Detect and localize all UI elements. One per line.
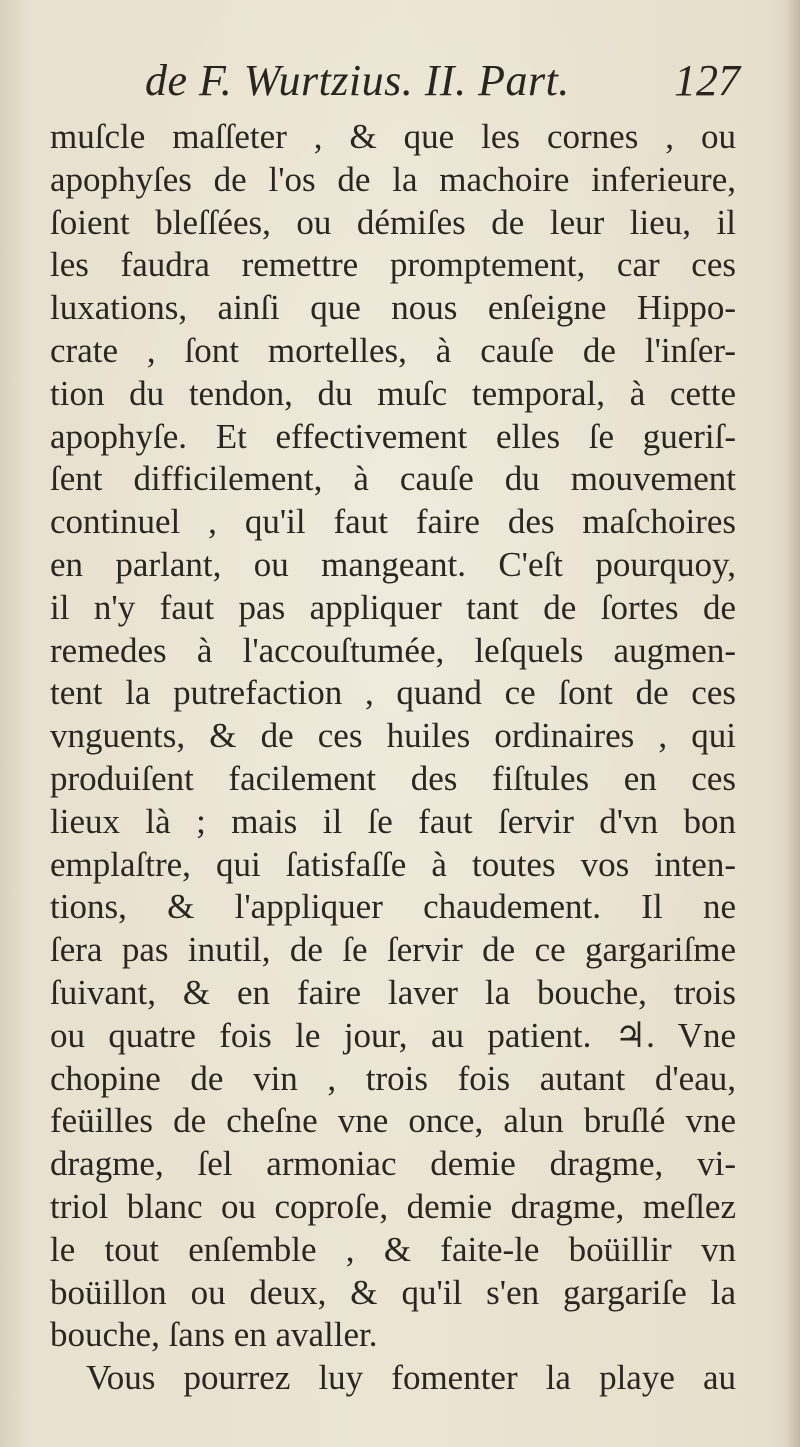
text-line: boüillon ou deux, & qu'il s'en gargariſe la xyxy=(50,1272,736,1312)
text-line: le tout enſemble , & faite-le boüillir vn xyxy=(50,1229,736,1269)
text-line: lieux là ; mais il ſe faut ſervir d'vn bon xyxy=(50,801,736,841)
text-line: bouche, ſans en avaller. xyxy=(50,1315,378,1355)
text-line: vnguents, & de ces huiles ordinaires , qui xyxy=(50,716,736,756)
text-line: emplaſtre, qui ſatisfaſſe à toutes vos inten- xyxy=(50,844,736,884)
text-line: ſoient bleſſées, ou démiſes de leur lieu, il xyxy=(50,202,736,242)
text-line: ou quatre fois le jour, au patient. ♃. Vne xyxy=(50,1015,736,1055)
text-line: triol blanc ou coproſe, demie dragme, meſlez xyxy=(50,1186,736,1226)
text-line: continuel , qu'il faut faire des maſchoires xyxy=(50,502,736,542)
page-header xyxy=(50,50,740,110)
text-line: les faudra remettre promptement, car ces xyxy=(50,245,736,285)
text-line: chopine de vin , trois fois autant d'eau, xyxy=(50,1058,736,1098)
text-line: tent la putrefaction , quand ce ſont de ces xyxy=(50,673,736,713)
text-line: tion du tendon, du muſc temporal, à cette xyxy=(50,373,736,413)
text-line: feüilles de cheſne vne once, alun bruſlé vne xyxy=(50,1101,736,1141)
text-line: il n'y faut pas appliquer tant de ſortes de xyxy=(50,587,736,627)
text-line: apophyſe. Et effectivement elles ſe gueriſ- xyxy=(50,416,736,456)
text-line: remedes à l'accouſtumée, leſquels augmen- xyxy=(50,630,736,670)
running-title: de F. Wurtzius. II. Part. xyxy=(145,56,570,105)
text-line: dragme, ſel armoniac demie dragme, vi- xyxy=(50,1144,736,1184)
text-line: tions, & l'appliquer chaudement. Il ne xyxy=(50,887,736,927)
text-line: apophyſes de l'os de la machoire inferieure, xyxy=(50,159,736,199)
text-line: ſera pas inutil, de ſe ſervir de ce gargariſme xyxy=(50,930,736,970)
body-text xyxy=(50,116,736,1400)
text-line: ſent difficilement, à cauſe du mouvement xyxy=(50,459,736,499)
text-line: ſuivant, & en faire laver la bouche, trois xyxy=(50,972,736,1012)
text-line: en parlant, ou mangeant. C'eſt pourquoy, xyxy=(50,544,736,584)
text-line: muſcle maſſeter , & que les cornes , ou xyxy=(50,117,736,156)
text-line: crate , ſont mortelles, à cauſe de l'inſer- xyxy=(50,330,736,370)
text-line: Vous pourrez luy fomenter la playe au xyxy=(86,1358,736,1398)
text-line: luxations, ainſi que nous enſeigne Hippo- xyxy=(50,288,736,328)
text-line: produiſent facilement des fiſtules en ces xyxy=(50,758,736,798)
page-number: 127 xyxy=(674,56,740,105)
